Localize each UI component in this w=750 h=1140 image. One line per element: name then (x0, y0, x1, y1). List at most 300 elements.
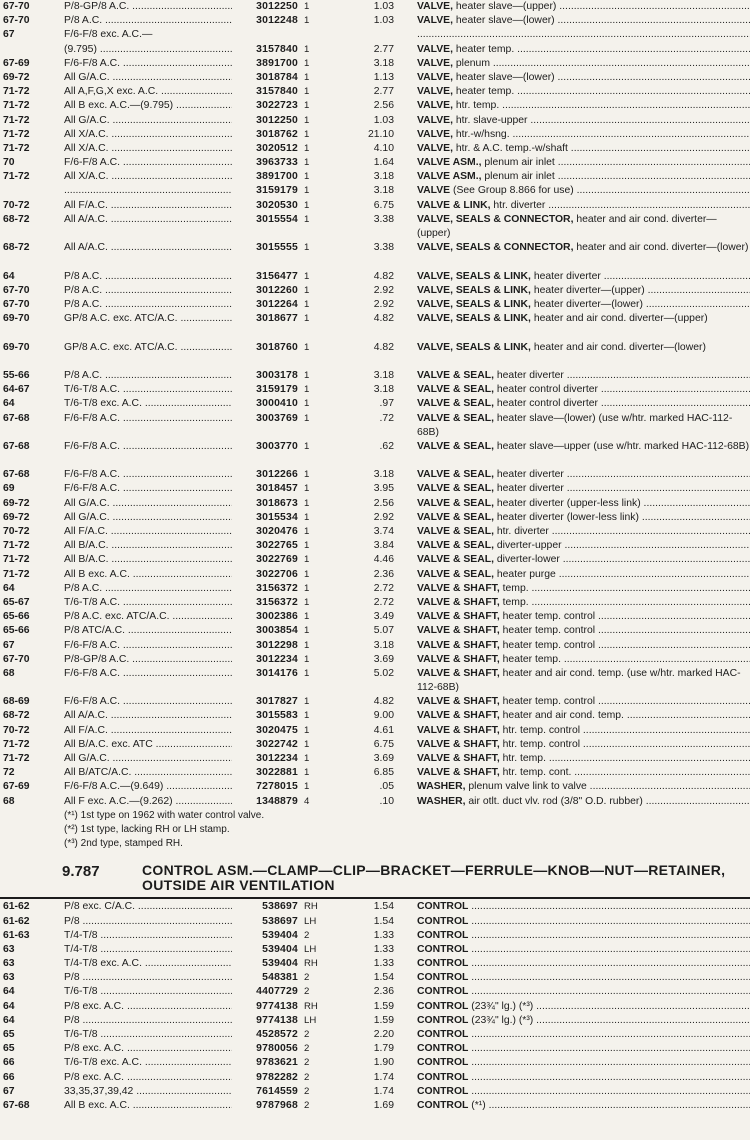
table-row (0, 241, 750, 269)
table-row (0, 14, 750, 28)
price: 4.46 (373, 554, 394, 566)
application: P/8 A.C. ..... (64, 582, 232, 596)
model-year: 70-72 (3, 526, 30, 538)
part-name: CONTROL (417, 943, 469, 955)
model-year: 64 (3, 398, 15, 410)
price: 3.18 (373, 384, 394, 396)
application: 33,35,37,39,42 ..... (64, 1085, 232, 1099)
footnote: (*²) 1st type, lacking RH or LH stamp. (64, 823, 230, 835)
table-row (0, 128, 750, 142)
application: All A/A.C. ..... (64, 213, 232, 227)
table-row (0, 57, 750, 71)
quantity: RH (304, 1000, 318, 1012)
description (417, 667, 750, 695)
part-name: VALVE, (417, 43, 453, 55)
part-number: 3022765 (256, 540, 298, 552)
part-number: 3015534 (256, 511, 298, 523)
price: 2.77 (373, 86, 394, 98)
application: T/6-T/8 exc. A.C. ..... (64, 1056, 232, 1070)
part-name: VALVE, SEALS & CONNECTOR, (417, 213, 574, 225)
description (417, 539, 750, 553)
model-year: 67-68 (3, 440, 30, 452)
part-name: VALVE ASM., (417, 171, 482, 183)
model-year: 71-72 (3, 753, 30, 765)
application: All A/A.C. ..... (64, 709, 232, 723)
description (417, 582, 750, 596)
part-name: VALVE & SEAL, (417, 440, 494, 452)
description (417, 1071, 750, 1085)
quantity: 1 (304, 767, 310, 779)
application: All G/A.C. ..... (64, 114, 232, 128)
part-number: 3003770 (256, 440, 298, 452)
part-number: 9780056 (256, 1043, 298, 1055)
quantity: 1 (304, 298, 310, 310)
part-number: 3018762 (256, 128, 298, 140)
table-row (0, 1099, 750, 1113)
part-number: 3018760 (256, 341, 298, 353)
part-name: VALVE ASM., (417, 157, 482, 169)
application: All F exc. A.C.—(9.262) ..... (64, 795, 232, 809)
quantity: 1 (304, 43, 310, 55)
table-row (0, 582, 750, 596)
price: 1.54 (373, 972, 394, 984)
description (417, 14, 750, 28)
model-year: 71-72 (3, 554, 30, 566)
part-detail: htr.-w/hsng. (455, 128, 510, 140)
description (417, 724, 750, 738)
table-row (0, 915, 750, 929)
part-name: VALVE & SHAFT, (417, 710, 500, 722)
part-number: 538697 (262, 915, 298, 927)
quantity: 2 (304, 1029, 310, 1041)
table-row (0, 383, 750, 397)
quantity: 1 (304, 625, 310, 637)
part-name: CONTROL (417, 1000, 469, 1012)
application: P/8 A.C. exc. ATC/A.C. ..... (64, 610, 232, 624)
quantity: 1 (304, 483, 310, 495)
table-row (0, 1014, 750, 1028)
application: All A,F,G,X exc. A.C. ..... (64, 85, 232, 99)
model-year: 71-72 (3, 738, 30, 750)
quantity: 1 (304, 369, 310, 381)
quantity: RH (304, 958, 318, 970)
application: F/6-F/8 A.C. ..... (64, 440, 232, 454)
part-detail: htr. diverter (496, 526, 549, 538)
model-year: 68-72 (3, 213, 30, 225)
quantity: 1 (304, 554, 310, 566)
table-row (0, 1000, 750, 1014)
quantity: 1 (304, 738, 310, 750)
part-detail: heater diverter (upper-less link) (496, 497, 641, 509)
quantity: 1 (304, 213, 310, 225)
price: 6.75 (373, 199, 394, 211)
price: .72 (379, 412, 394, 424)
price: 3.95 (373, 483, 394, 495)
part-number: 3022723 (256, 100, 298, 112)
part-detail: heater diverter (496, 369, 564, 381)
quantity: 1 (304, 199, 310, 211)
quantity: 1 (304, 270, 310, 282)
application: F/6-F/8 A.C. ..... (64, 468, 232, 482)
application: All G/A.C. ..... (64, 71, 232, 85)
price: 6.75 (373, 738, 394, 750)
quantity: 1 (304, 57, 310, 69)
part-name: VALVE, (417, 142, 453, 154)
application: P/8 A.C. ..... (64, 369, 232, 383)
part-number: 3003769 (256, 412, 298, 424)
quantity: 1 (304, 412, 310, 424)
table-row (0, 284, 750, 298)
description (417, 497, 750, 511)
description (417, 170, 750, 184)
application: P/8 A.C. ..... (64, 298, 232, 312)
price: 4.82 (373, 270, 394, 282)
part-name: CONTROL (417, 986, 469, 998)
quantity: 1 (304, 242, 310, 254)
part-name: VALVE & SHAFT, (417, 611, 500, 623)
quantity: 2 (304, 929, 310, 941)
application: T/4-T/8 ..... (64, 929, 232, 943)
part-detail: heater purge (496, 568, 556, 580)
quantity: 1 (304, 582, 310, 594)
quantity: 1 (304, 171, 310, 183)
description (417, 0, 750, 14)
model-year: 64 (3, 1000, 15, 1012)
table-row (0, 900, 750, 914)
model-year: 63 (3, 958, 15, 970)
model-year: 64-67 (3, 384, 30, 396)
part-number: 538697 (262, 901, 298, 913)
application: All B exc. A.C. ..... (64, 1099, 232, 1113)
table-row (0, 99, 750, 113)
description (417, 568, 750, 582)
quantity: 1 (304, 596, 310, 608)
application: F/6-F/8 A.C. ..... (64, 695, 232, 709)
quantity: 1 (304, 497, 310, 509)
price: 4.82 (373, 313, 394, 325)
model-year: 61-62 (3, 915, 30, 927)
section-title: CONTROL ASM.—CLAMP—CLIP—BRACKET—FERRULE—KNOB—NUT—RETAINER, OUTSIDE AIR VENTILATION (142, 862, 726, 894)
description (417, 43, 750, 57)
model-year: 67 (3, 639, 15, 651)
price: 1.74 (373, 1085, 394, 1097)
part-name: VALVE & SEAL, (417, 398, 494, 410)
model-year: 67-68 (3, 1099, 30, 1111)
quantity: 2 (304, 1043, 310, 1055)
application: T/4-T/8 exc. A.C. ..... (64, 957, 232, 971)
description (417, 653, 750, 667)
price: 3.18 (373, 469, 394, 481)
model-year: 64 (3, 270, 15, 282)
part-number: 539404 (262, 943, 298, 955)
table-row (0, 341, 750, 369)
part-name: VALVE, (417, 57, 453, 69)
part-detail: temp. (502, 596, 529, 608)
application: T/6-T/8 A.C. ..... (64, 383, 232, 397)
part-detail: plenum (455, 57, 490, 69)
quantity: 4 (304, 795, 310, 807)
quantity: 1 (304, 667, 310, 679)
quantity: 2 (304, 1071, 310, 1083)
part-detail: heater and air cond. temp. (use w/htr. marked HAC-112-68B) (417, 667, 741, 694)
quantity: 1 (304, 710, 310, 722)
price: 3.38 (373, 213, 394, 225)
price: 3.18 (373, 369, 394, 381)
part-detail: htr. & A.C. temp.-w/shaft (455, 142, 568, 154)
price: 2.56 (373, 100, 394, 112)
part-detail: htr. temp. (502, 753, 546, 765)
part-name: VALVE & SHAFT, (417, 596, 500, 608)
part-detail: plenum valve link to valve (468, 781, 587, 793)
part-name: VALVE & SEAL, (417, 526, 494, 538)
model-year: 71-72 (3, 142, 30, 154)
part-name: VALVE, (417, 1, 453, 12)
part-name: VALVE, SEALS & LINK, (417, 284, 531, 296)
application: P/8 exc. A.C. ..... (64, 1000, 232, 1014)
table-row (0, 752, 750, 766)
model-year: 67-70 (3, 284, 30, 296)
description (417, 184, 750, 198)
application: T/6-T/8 exc. A.C. ..... (64, 397, 232, 411)
application: P/8 A.C. ..... (64, 284, 232, 298)
quantity: 2 (304, 972, 310, 984)
price: 1.64 (373, 157, 394, 169)
table-row (0, 369, 750, 383)
description (417, 1056, 750, 1070)
part-number: 3018677 (256, 313, 298, 325)
application: F/6-F/8 A.C. ..... (64, 639, 232, 653)
model-year: 69-72 (3, 71, 30, 83)
price: 2.92 (373, 511, 394, 523)
part-name: VALVE & SHAFT, (417, 696, 500, 708)
application: P/8 ..... (64, 1014, 232, 1028)
section-header (0, 863, 750, 897)
part-number: 3891700 (256, 171, 298, 183)
description (417, 943, 750, 957)
model-year: 71-72 (3, 114, 30, 126)
description (417, 553, 750, 567)
model-year: 64 (3, 986, 15, 998)
part-detail: heater diverter—(upper) (533, 284, 645, 296)
application: P/8-GP/8 A.C. ..... (64, 653, 232, 667)
quantity: 1 (304, 142, 310, 154)
part-number: 3012264 (256, 298, 298, 310)
application: P/8 ..... (64, 971, 232, 985)
quantity: 1 (304, 398, 310, 410)
price: 2.36 (373, 568, 394, 580)
part-name: VALVE & SEAL, (417, 554, 494, 566)
price: 5.07 (373, 625, 394, 637)
quantity: 1 (304, 781, 310, 793)
table-row (0, 1028, 750, 1042)
part-detail: (23¾" lg.) (*³) (471, 1014, 534, 1026)
application: All B/ATC/A.C. ..... (64, 766, 232, 780)
part-detail: heater and air cond. diverter—(upper) (533, 313, 708, 325)
part-number: 3012248 (256, 15, 298, 27)
part-detail: heater and air cond. diverter—(lower) (576, 242, 749, 254)
part-name: VALVE, (417, 114, 453, 126)
description (417, 695, 750, 709)
part-number: 3020476 (256, 526, 298, 538)
price: 1.33 (373, 943, 394, 955)
table-row (0, 43, 750, 57)
description (417, 596, 750, 610)
model-year: 61-62 (3, 901, 30, 913)
part-number: 3012250 (256, 114, 298, 126)
application: All B/A.C. exc. ATC ..... (64, 738, 232, 752)
model-year: 67-69 (3, 781, 30, 793)
part-name: VALVE & SHAFT, (417, 753, 500, 765)
table-row (0, 766, 750, 780)
application: All X/A.C. ..... (64, 142, 232, 156)
price: 21.10 (367, 128, 394, 140)
part-number: 3159179 (256, 384, 298, 396)
part-name: CONTROL (417, 958, 469, 970)
part-name: VALVE & SHAFT, (417, 667, 500, 679)
part-detail: htr. diverter (493, 199, 546, 211)
model-year: 69-70 (3, 313, 30, 325)
part-number: 4528572 (256, 1029, 298, 1041)
table-row (0, 298, 750, 312)
model-year: 67 (3, 1085, 15, 1097)
description (417, 639, 750, 653)
model-year: 67 (3, 29, 15, 41)
model-year: 68-72 (3, 242, 30, 254)
quantity: 2 (304, 986, 310, 998)
model-year: 69 (3, 483, 15, 495)
quantity: 1 (304, 511, 310, 523)
price: 9.00 (373, 710, 394, 722)
description (417, 780, 750, 794)
description (417, 397, 750, 411)
price: 4.61 (373, 724, 394, 736)
part-number: 3891700 (256, 57, 298, 69)
quantity: 1 (304, 15, 310, 27)
quantity: 1 (304, 611, 310, 623)
quantity: 1 (304, 71, 310, 83)
description (417, 28, 750, 42)
part-name: VALVE & SHAFT, (417, 639, 500, 651)
application: All B/A.C. ..... (64, 553, 232, 567)
description (417, 915, 750, 929)
table-row (0, 738, 750, 752)
price: 1.79 (373, 1043, 394, 1055)
table-row (0, 270, 750, 284)
model-year: 55-66 (3, 369, 30, 381)
model-year: 69-72 (3, 511, 30, 523)
table-row (0, 957, 750, 971)
part-name: VALVE & SEAL, (417, 568, 494, 580)
footnote: (*³) 2nd type, stamped RH. (64, 838, 183, 850)
part-name: VALVE & SEAL, (417, 540, 494, 552)
model-year: 64 (3, 582, 15, 594)
table-row (0, 312, 750, 340)
table-row (0, 28, 750, 42)
part-name: WASHER, (417, 795, 466, 807)
part-number: 3003854 (256, 625, 298, 637)
part-name: VALVE, SEALS & LINK, (417, 341, 531, 353)
application: F/6-F/8 A.C. ..... (64, 156, 232, 170)
description (417, 624, 750, 638)
application: P/8 exc. A.C. ..... (64, 1071, 232, 1085)
description (417, 468, 750, 482)
price: 1.03 (373, 1, 394, 12)
part-detail: air otlt. duct vlv. rod (3/8" O.D. rubber) (468, 795, 643, 807)
description (417, 1000, 750, 1014)
table-row (0, 709, 750, 723)
part-name: VALVE, SEALS & LINK, (417, 270, 531, 282)
price: 1.90 (373, 1057, 394, 1069)
table-row (0, 971, 750, 985)
model-year: 68-72 (3, 710, 30, 722)
price: 3.18 (373, 57, 394, 69)
section-rule (0, 897, 750, 899)
part-name: CONTROL (417, 901, 469, 913)
part-detail: plenum air inlet (484, 157, 555, 169)
quantity: 1 (304, 724, 310, 736)
description (417, 971, 750, 985)
part-number: 3022769 (256, 554, 298, 566)
price: 3.49 (373, 611, 394, 623)
part-detail: heater slave—(upper) (455, 1, 557, 12)
table-row (0, 71, 750, 85)
part-number: 3018457 (256, 483, 298, 495)
description (417, 985, 750, 999)
description (417, 1028, 750, 1042)
table-row (0, 213, 750, 241)
quantity: RH (304, 901, 318, 913)
model-year: 65 (3, 1043, 15, 1055)
application (64, 184, 232, 198)
quantity: 1 (304, 753, 310, 765)
description (417, 85, 750, 99)
part-name: CONTROL (417, 1029, 469, 1041)
quantity: 1 (304, 284, 310, 296)
quantity: 1 (304, 384, 310, 396)
part-name: VALVE & SHAFT, (417, 625, 500, 637)
part-number: 3020512 (256, 142, 298, 154)
model-year: 67-70 (3, 298, 30, 310)
table-row (0, 795, 750, 809)
description (417, 369, 750, 383)
application: All G/A.C. ..... (64, 752, 232, 766)
part-name: WASHER, (417, 781, 466, 793)
description (417, 482, 750, 496)
footnotes (0, 809, 750, 852)
table-row (0, 468, 750, 482)
part-name: VALVE, (417, 86, 453, 98)
description (417, 199, 750, 213)
part-name: CONTROL (417, 1071, 469, 1083)
price: 3.18 (373, 171, 394, 183)
part-detail: heater and air cond. diverter—(upper) (417, 213, 717, 240)
model-year: 61-63 (3, 929, 30, 941)
table-row (0, 1071, 750, 1085)
price: 2.92 (373, 298, 394, 310)
part-name: VALVE & SEAL, (417, 483, 494, 495)
description (417, 752, 750, 766)
part-number: 3014176 (256, 667, 298, 679)
price: 2.20 (373, 1029, 394, 1041)
description (417, 1042, 750, 1056)
application: T/6-T/8 ..... (64, 1028, 232, 1042)
price: 1.03 (373, 15, 394, 27)
part-detail: heater temp. control (502, 625, 596, 637)
part-name: VALVE, SEALS & CONNECTOR, (417, 242, 574, 254)
part-number: 9787968 (256, 1099, 298, 1111)
model-year: 68 (3, 795, 15, 807)
price: 2.56 (373, 497, 394, 509)
